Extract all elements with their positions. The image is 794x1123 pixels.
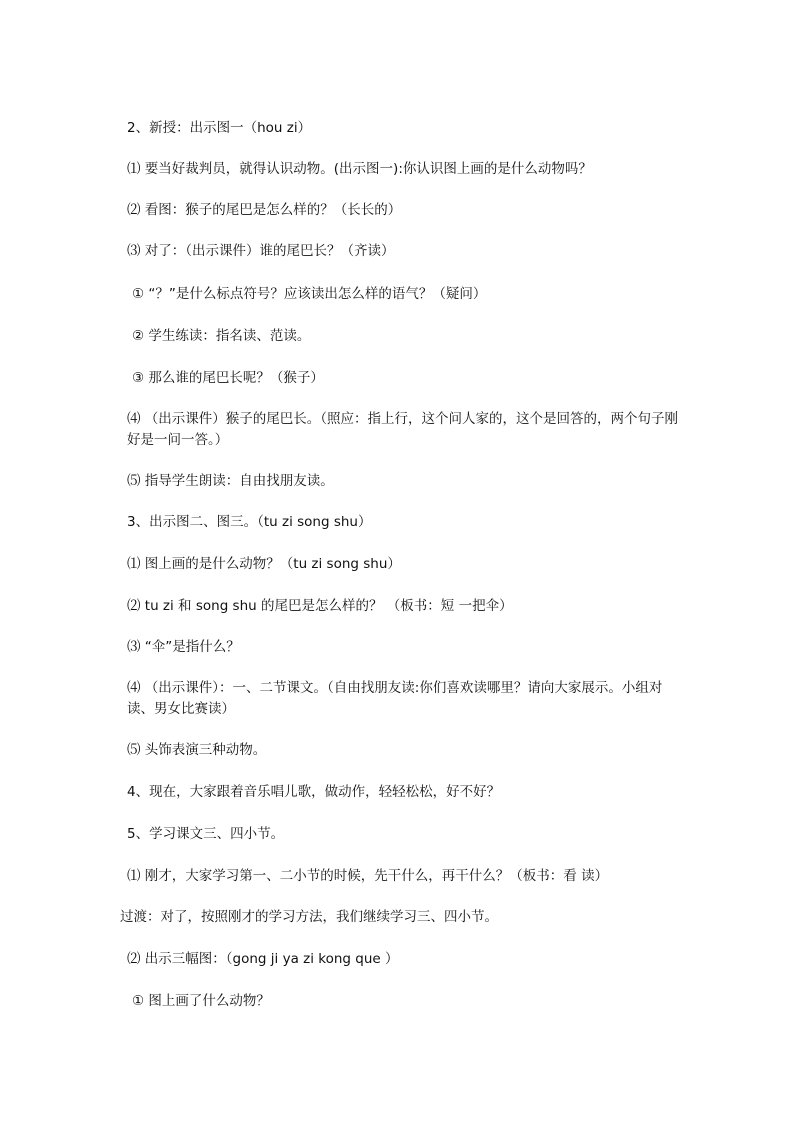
paragraph-item-5: ⑸ 指导学生朗读：自由找朋友读。: [127, 473, 334, 489]
section-3-heading: 3、出示图二、图三。（tu zi song shu）: [127, 514, 372, 530]
paragraph-item-4: ⑷ （出示课件）猴子的尾巴长。（照应：指上行，这个问人家的，这个是回答的，两个句子刚好是一问一答。）: [127, 411, 679, 448]
sub-item-4: ① 图上画了什么动物？: [132, 993, 270, 1009]
paragraph-item-1: ⑴ 要当好裁判员，就得认识动物。(出示图一):你认识图上画的是什么动物吗？: [127, 161, 592, 177]
section-2-heading: 2、新授：出示图一（hou zi）: [127, 120, 312, 136]
paragraph-item-9: ⑷ （出示课件）：一、二节课文。（自由找朋友读:你们喜欢读哪里？请向大家展示。小组对读、男女比赛读）: [127, 680, 663, 717]
transition-text: 过渡：对了，按照刚才的学习方法，我们继续学习三、四小节。: [120, 909, 498, 925]
sub-item-2: ② 学生练读：指名读、范读。: [132, 328, 311, 344]
paragraph-item-2: ⑵ 看图：猴子的尾巴是怎么样的？（长长的）: [127, 202, 402, 218]
paragraph-item-8: ⑶ “伞”是指什么？: [127, 639, 240, 655]
section-4-heading: 4、现在，大家跟着音乐唱儿歌，做动作，轻轻松松，好不好？: [127, 784, 501, 800]
paragraph-item-12: ⑵ 出示三幅图：（gong ji ya zi kong que ）: [127, 951, 399, 967]
sub-item-3: ③ 那么谁的尾巴长呢？（猴子）: [132, 370, 324, 386]
section-5-heading: 5、学习课文三、四小节。: [127, 826, 285, 842]
paragraph-item-3: ⑶ 对了：（出示课件）谁的尾巴长？（齐读）: [127, 243, 395, 259]
paragraph-item-10: ⑸ 头饰表演三种动物。: [127, 742, 267, 758]
sub-item-1: ① “？”是什么标点符号？应该读出怎么样的语气？（疑问）: [132, 286, 487, 302]
paragraph-item-7: ⑵ tu zi 和 song shu 的尾巴是怎么样的？ （板书：短 一把伞）: [127, 598, 513, 614]
paragraph-item-6: ⑴ 图上画的是什么动物？（tu zi song shu）: [127, 556, 401, 572]
paragraph-item-11: ⑴ 刚才，大家学习第一、二小节的时候，先干什么，再干什么？（板书：看 读）: [127, 868, 609, 884]
